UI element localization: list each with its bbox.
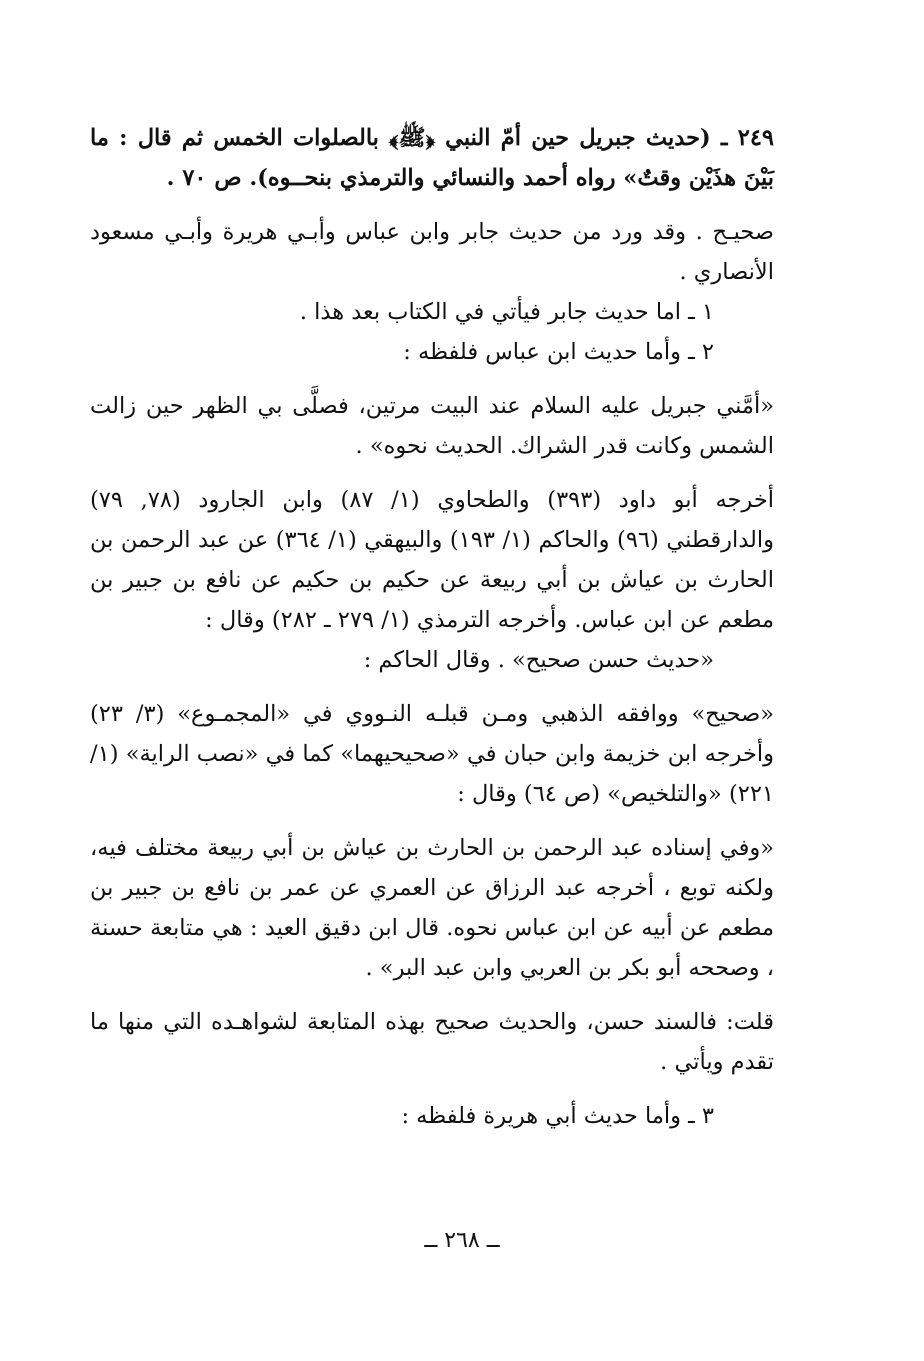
takhrij-paragraph: أخرجه أبو داود (٣٩٣) والطحاوي (١/ ٨٧) وابن الجارود (٧٨, ٧٩) والدارقطني (٩٦) والحاكم (١/ ١٩٣) والبيهقي (١/ ٣٦٤) عن عبد الرحمن بن الحارث بن عياش بن أبي ربيعة عن حكيم بن حكيم عن نافع بن جبير بن مطعم عن ابن عباس. وأخرجه الترمذي (١/ ٢٧٩ ـ ٢٨٢) وقال :	[90, 487, 775, 633]
quote-ibn-abbas: «أمَّني جبريل عليه السلام عند البيت مرتين، فصلَّى بي الظهر حين زالت الشمس وكانت قدر الشراك. الحديث نحوه» .	[90, 393, 774, 459]
tirmidhi-quote: «حديث حسن صحيح» . وقال الحاكم :	[363, 647, 714, 673]
conclusion-paragraph: قلت: فالسند حسن، والحديث صحيح بهذه المتابعة لشواهـده التي منها ما تقدم ويأتي .	[90, 1009, 774, 1075]
spacer	[90, 372, 774, 386]
page-number: ــ ٢٦٨ ــ	[424, 1228, 500, 1253]
spacer	[90, 466, 774, 480]
intro-paragraph: صحيـح . وقد ورد من حديث جابر وابن عباس وأبـي هريرة وأبـي مسعود الأنصاري .	[90, 219, 774, 285]
spacer	[90, 680, 774, 694]
quote-talkhis: «وفي إسناده عبد الرحمن بن الحارث بن عياش بن أبي ربيعة مختلف فيه، ولكنه توبع ، أخرجه عبد الرزاق عن العمري عن عمر بن نافع بن جبير بن مطعم عن أبيه عن ابن عباس نحوه. قال ابن دقيق العيد : هي متابعة حسنة ، وصححه أبو بكر بن العربي وابن عبد البر» .	[90, 835, 774, 981]
hakim-paragraph: «صحيح» ووافقه الذهبي ومـن قبلـه النـووي في «المجمـوع» (٣/ ٢٣) وأخرجه ابن خزيمة وابن حبان في «صحيحيهما» كما في «نصب الراية» (١/ ٢٢١) «والتلخيص» (ص ٦٤) وقال :	[90, 701, 774, 807]
page-body	[90, 118, 774, 1136]
item-1: ١ ـ اما حديث جابر فيأتي في الكتاب بعد هذا .	[299, 299, 714, 325]
hadith-heading: ٢٤٩ ـ (حديث جبريل حين أمّ النبي ﴿ﷺ﴾ بالصلوات الخمس ثم قال : ما بَيْنَ هذَيْن وقتٌ» رواه أحمد والنسائي والترمذي بنحــوه). ص ٧٠ .	[90, 125, 774, 191]
spacer	[90, 198, 774, 212]
item-3: ٣ ـ وأما حديث أبي هريرة فلفظه :	[401, 1103, 714, 1129]
spacer	[90, 814, 774, 828]
spacer	[90, 1082, 774, 1096]
spacer	[90, 988, 774, 1002]
item-2: ٢ ـ وأما حديث ابن عباس فلفظه :	[403, 339, 714, 365]
